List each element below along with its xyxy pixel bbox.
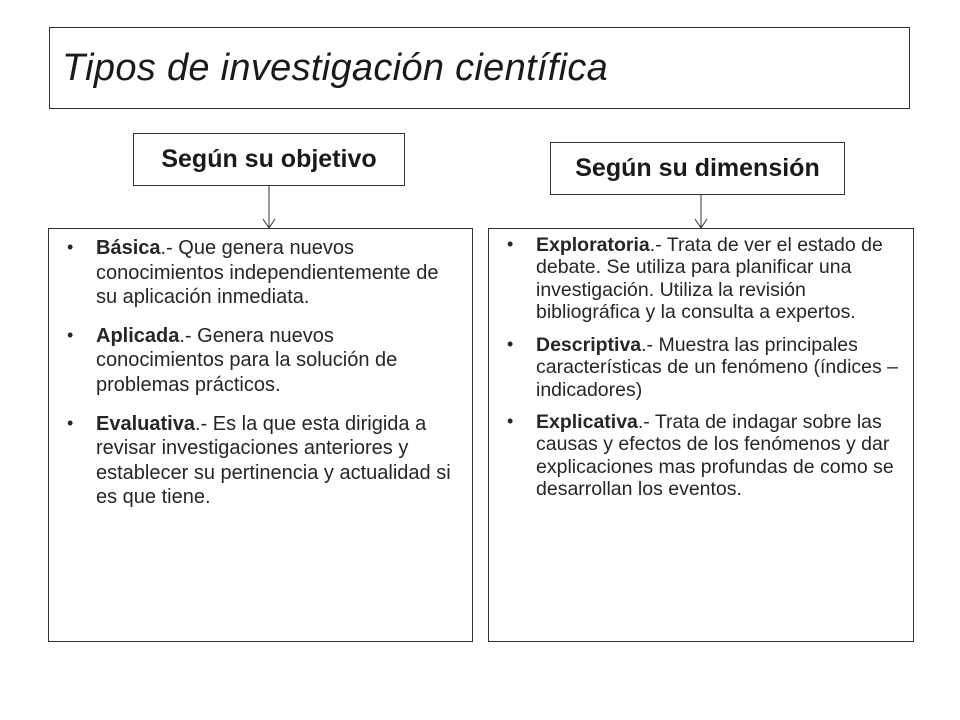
category-dimension: [550, 142, 845, 195]
item-term: Exploratoria: [536, 234, 650, 256]
item-description: .- Muestra las principales características de un fenómeno (índices – indicadores): [536, 333, 899, 401]
item-description: .- Genera nuevos conocimientos para la solución de problemas prácticos.: [96, 324, 398, 396]
item-description: .- Es la que esta dirigida a revisar investigaciones anteriores y establecer su pertinencia y actualidad si es que tiene.: [96, 412, 451, 509]
item-term: Explicativa: [536, 410, 638, 433]
item-description: .- Trata de indagar sobre las causas y efectos de los fenómenos y dar explicaciones mas profundas de como se desarrollan los eventos.: [536, 410, 894, 501]
list-item-evaluativa: [67, 412, 462, 510]
list-item-explicativa: [507, 411, 903, 501]
item-description: .- Que genera nuevos conocimientos independientemente de su aplicación inmediata.: [96, 237, 439, 309]
list-item-basica: [67, 236, 462, 310]
item-term: Básica: [96, 237, 161, 259]
dimension-list-box: [488, 228, 914, 642]
list-item-aplicada: [67, 324, 462, 398]
item-term: Descriptiva: [536, 333, 642, 356]
bullet: •: [67, 237, 74, 257]
category-dimension-label: Según su dimensión: [575, 154, 820, 182]
bullet: •: [507, 410, 514, 431]
slide-title: Tipos de investigación científica: [62, 46, 609, 89]
arrow-objetivo: [262, 186, 276, 230]
objetivo-list-box: [48, 228, 473, 642]
category-objetivo: [133, 133, 405, 186]
item-term: Aplicada: [96, 324, 180, 347]
category-objetivo-label: Según su objetivo: [161, 145, 377, 173]
bullet: •: [67, 412, 74, 433]
bullet: •: [507, 234, 514, 254]
item-term: Evaluativa: [96, 412, 195, 435]
item-description: .- Trata de ver el estado de debate. Se utiliza para planificar una investigación. Utiliza la revisión bibliográfica y la consulta a expertos.: [536, 234, 883, 324]
bullet: •: [507, 333, 514, 354]
list-item-descriptiva: [507, 334, 903, 401]
title-box: [49, 27, 910, 109]
arrow-dimension: [694, 195, 708, 230]
bullet: •: [67, 324, 74, 345]
list-item-exploratoria: [507, 234, 903, 324]
